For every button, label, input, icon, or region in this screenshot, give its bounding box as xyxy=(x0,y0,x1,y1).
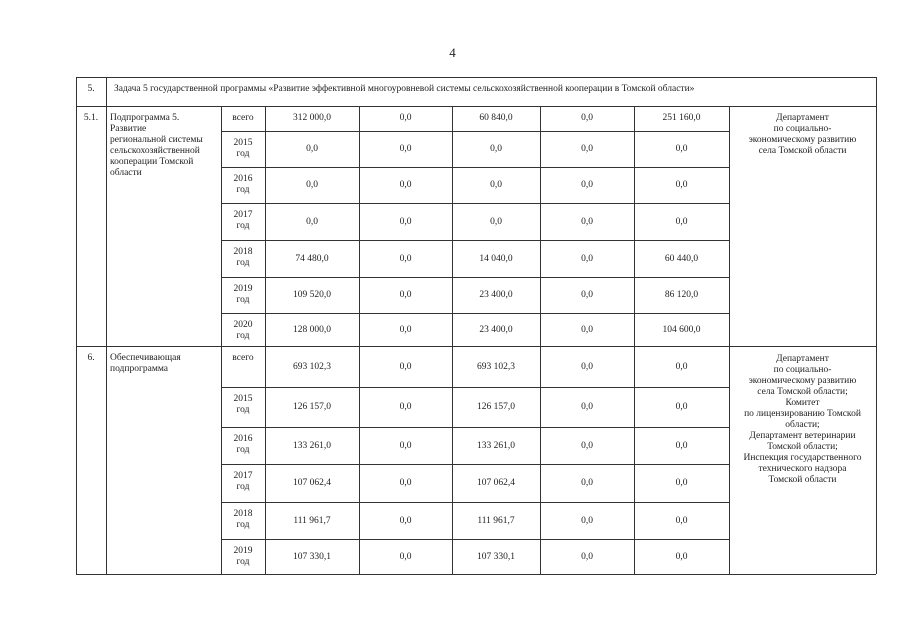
table-rule xyxy=(221,277,729,278)
year-label: 2019 xyxy=(233,284,253,294)
amount-cell: 0,0 xyxy=(490,217,502,227)
amount-cell: 133 261,0 xyxy=(477,441,515,451)
amount-cell: 0,0 xyxy=(581,441,593,451)
amount-cell: 60 440,0 xyxy=(664,254,699,264)
table-rule xyxy=(76,106,876,107)
year-label: год xyxy=(236,482,250,492)
amount-cell: 0,0 xyxy=(399,441,412,451)
amount-cell: 0,0 xyxy=(306,217,318,227)
section-number: 5.1. xyxy=(83,113,99,123)
table-rule xyxy=(221,427,729,428)
amount-cell: 107 062,4 xyxy=(293,478,331,488)
subprogram-name-line: Подпрограмма 5. xyxy=(110,113,180,123)
amount-cell: 0,0 xyxy=(581,325,593,335)
amount-cell: 251 160,0 xyxy=(662,113,701,123)
program-table xyxy=(76,77,876,574)
amount-cell: 0,0 xyxy=(675,402,688,412)
amount-cell: 23 400,0 xyxy=(479,290,513,300)
year-label: 2018 xyxy=(233,247,253,257)
amount-cell: 0,0 xyxy=(399,290,412,300)
amount-cell: 0,0 xyxy=(581,254,593,264)
table-rule xyxy=(106,77,107,574)
amount-cell: 74 480,0 xyxy=(295,254,329,264)
table-rule xyxy=(221,203,729,204)
year-label: 2018 xyxy=(233,509,253,519)
amount-cell: 312 000,0 xyxy=(293,113,331,123)
department-line: Комитет xyxy=(785,398,820,408)
department-line: Департамент xyxy=(776,113,829,123)
amount-cell: 0,0 xyxy=(581,113,593,123)
amount-cell: 86 120,0 xyxy=(664,290,699,300)
subprogram-name-line: области xyxy=(110,168,142,178)
subprogram-name-line: Развитие xyxy=(110,124,147,134)
amount-cell: 0,0 xyxy=(581,217,593,227)
amount-cell: 107 330,1 xyxy=(477,552,515,562)
year-label: 2015 xyxy=(233,394,253,404)
year-label: год xyxy=(236,258,250,268)
amount-cell: 0,0 xyxy=(399,478,412,488)
amount-cell: 693 102,3 xyxy=(477,362,515,372)
department-line: Департамент ветеринарии xyxy=(749,431,856,441)
year-label: 2019 xyxy=(233,546,253,556)
amount-cell: 0,0 xyxy=(399,254,412,264)
amount-cell: 0,0 xyxy=(399,516,412,526)
task-number: 5. xyxy=(87,84,95,94)
year-label: год xyxy=(236,149,250,159)
amount-cell: 0,0 xyxy=(490,180,502,190)
table-rule xyxy=(540,106,541,574)
amount-cell: 111 961,7 xyxy=(293,516,331,526)
year-label: год xyxy=(236,520,250,530)
amount-cell: 0,0 xyxy=(581,402,593,412)
department-line: области; xyxy=(785,420,820,430)
amount-cell: 0,0 xyxy=(675,441,688,451)
page-number: 4 xyxy=(449,45,456,60)
department-line: экономическому развитию xyxy=(748,376,857,386)
amount-cell: 0,0 xyxy=(306,180,318,190)
year-label: всего xyxy=(232,353,254,363)
subprogram-name-line: кооперации Томской xyxy=(110,157,194,167)
amount-cell: 111 961,7 xyxy=(477,516,515,526)
amount-cell: 0,0 xyxy=(675,217,688,227)
amount-cell: 0,0 xyxy=(581,362,593,372)
subprogram-name-line: подпрограмма xyxy=(110,364,169,374)
table-rule xyxy=(76,574,876,575)
year-label: 2016 xyxy=(233,174,253,184)
table-rule xyxy=(221,131,729,132)
table-rule xyxy=(729,106,730,574)
year-label: год xyxy=(236,557,250,567)
year-label: 2020 xyxy=(233,320,253,330)
department-line: по лицензированию Томской xyxy=(744,409,861,419)
amount-cell: 104 600,0 xyxy=(662,325,701,335)
department-line: села Томской области xyxy=(758,146,847,156)
table-rule xyxy=(221,502,729,503)
amount-cell: 60 840,0 xyxy=(479,113,513,123)
amount-cell: 0,0 xyxy=(490,144,502,154)
year-label: 2015 xyxy=(233,138,253,148)
table-rule xyxy=(452,106,453,574)
amount-cell: 0,0 xyxy=(581,290,593,300)
table-rule xyxy=(221,539,729,540)
amount-cell: 0,0 xyxy=(581,552,593,562)
amount-cell: 14 040,0 xyxy=(479,254,513,264)
amount-cell: 109 520,0 xyxy=(293,290,331,300)
table-rule xyxy=(221,313,729,314)
department-line: по социально- xyxy=(773,365,832,375)
amount-cell: 0,0 xyxy=(399,113,412,123)
year-label: год xyxy=(236,405,250,415)
year-label: год xyxy=(236,295,250,305)
year-label: всего xyxy=(232,113,254,123)
table-rule xyxy=(876,77,877,574)
department-line: Томской области xyxy=(768,475,837,485)
amount-cell: 0,0 xyxy=(581,516,593,526)
amount-cell: 107 062,4 xyxy=(477,478,515,488)
subprogram-name-line: сельскохозяйственной xyxy=(110,146,200,156)
table-rule xyxy=(265,106,266,574)
amount-cell: 0,0 xyxy=(675,516,688,526)
amount-cell: 107 330,1 xyxy=(293,552,331,562)
table-rule xyxy=(76,77,876,78)
amount-cell: 23 400,0 xyxy=(479,325,513,335)
subprogram-name-line: региональной системы xyxy=(110,135,203,145)
year-label: год xyxy=(236,331,250,341)
amount-cell: 0,0 xyxy=(399,402,412,412)
amount-cell: 133 261,0 xyxy=(293,441,331,451)
table-rule xyxy=(221,240,729,241)
amount-cell: 126 157,0 xyxy=(293,402,331,412)
year-label: год xyxy=(236,185,250,195)
section-number: 6. xyxy=(87,353,95,363)
table-rule xyxy=(76,77,77,574)
amount-cell: 0,0 xyxy=(675,552,688,562)
department-line: по социально- xyxy=(773,124,832,134)
department-line: технического надзора xyxy=(758,464,847,474)
department-line: Инспекция государственного xyxy=(743,453,862,463)
department-line: Томской области; xyxy=(767,442,838,452)
department-line: Департамент xyxy=(776,354,829,364)
year-label: 2016 xyxy=(233,434,253,444)
amount-cell: 0,0 xyxy=(675,144,688,154)
year-label: 2017 xyxy=(233,471,253,481)
amount-cell: 0,0 xyxy=(399,325,412,335)
task-title: Задача 5 государственной программы «Развитие эффективной многоуровневой системы сельскохозяйственной кооперации в Томской области» xyxy=(114,84,695,94)
table-rule xyxy=(359,106,360,574)
amount-cell: 0,0 xyxy=(306,144,318,154)
table-rule xyxy=(221,464,729,465)
amount-cell: 0,0 xyxy=(675,478,688,488)
department-line: экономическому развитию xyxy=(748,135,857,145)
amount-cell: 128 000,0 xyxy=(293,325,331,335)
amount-cell: 0,0 xyxy=(399,217,412,227)
year-label: 2017 xyxy=(233,210,253,220)
year-label: год xyxy=(236,445,250,455)
amount-cell: 0,0 xyxy=(581,144,593,154)
amount-cell: 0,0 xyxy=(581,180,593,190)
year-label: год xyxy=(236,221,250,231)
amount-cell: 693 102,3 xyxy=(293,362,331,372)
amount-cell: 0,0 xyxy=(399,552,412,562)
amount-cell: 0,0 xyxy=(399,144,412,154)
amount-cell: 0,0 xyxy=(399,180,412,190)
amount-cell: 0,0 xyxy=(581,478,593,488)
amount-cell: 0,0 xyxy=(675,362,688,372)
table-rule xyxy=(634,106,635,574)
table-rule xyxy=(221,387,729,388)
amount-cell: 0,0 xyxy=(675,180,688,190)
amount-cell: 0,0 xyxy=(399,362,412,372)
subprogram-name-line: Обеспечивающая xyxy=(110,353,181,363)
table-rule xyxy=(221,167,729,168)
department-line: села Томской области; xyxy=(757,387,848,397)
table-rule xyxy=(76,346,876,347)
amount-cell: 126 157,0 xyxy=(477,402,515,412)
